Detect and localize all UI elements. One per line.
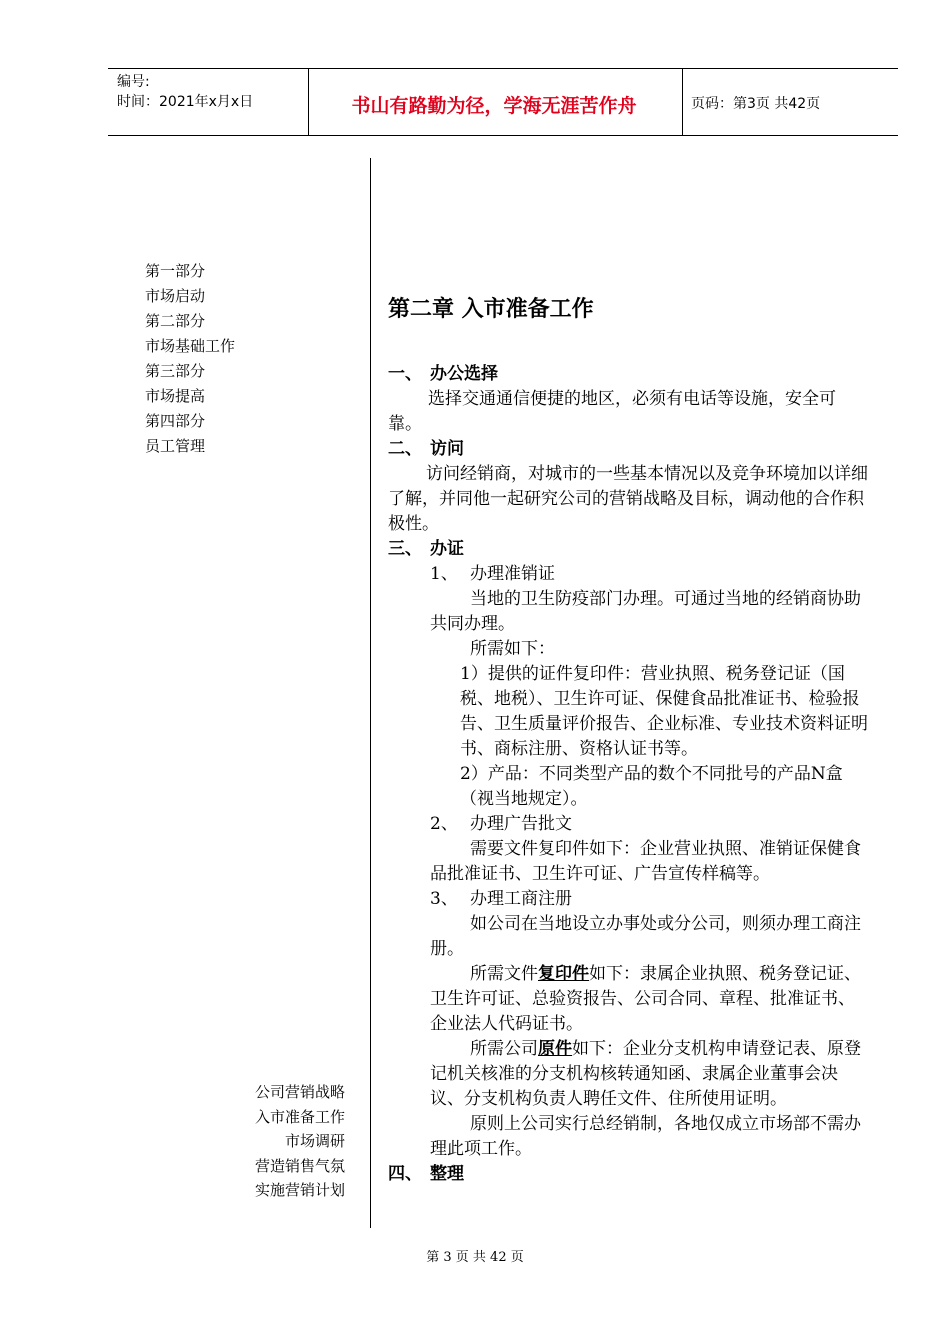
nav-item: 第四部分 (145, 412, 206, 430)
paragraph: 如公司在当地设立办事处或分公司，则须办理工商注册。 (430, 914, 861, 959)
header-divider (682, 69, 683, 135)
item-number: 3、 (430, 889, 458, 909)
nav-item: 入市准备工作 (254, 1107, 345, 1126)
nav-item: 第三部分 (145, 362, 206, 380)
doc-number-label: 编号: (117, 74, 150, 90)
section-heading (388, 1162, 868, 1187)
text-run: 如下：企业分支机构申请登记表、原登记机关核准的分支机构核转通知函、隶属企业董事会决议、分支机构负责人聘任文件、住所使用证明。 (430, 1039, 861, 1109)
page-footer: 第 3 页 共 42 页 (426, 1250, 524, 1265)
header-meta (117, 72, 253, 112)
item-number: 1、 (430, 564, 458, 584)
section-heading (388, 537, 868, 562)
nav-item: 第一部分 (145, 262, 206, 280)
section-title: 办证 (430, 539, 464, 559)
paragraph: 需要文件复印件如下：企业营业执照、准销证保健食品批准证书、卫生许可证、广告宣传样稿等。 (430, 839, 861, 884)
item-title: 办理广告批文 (470, 814, 572, 834)
header-page-info: 页码：第3页 共42页 (691, 96, 821, 112)
side-nav-bottom (200, 1080, 345, 1203)
section-title: 访问 (430, 439, 464, 459)
text-run: 所需文件 (470, 964, 538, 984)
list-item (430, 812, 868, 837)
list-item (430, 562, 868, 587)
nav-item: 公司营销战略 (254, 1083, 345, 1101)
paragraph: 当地的卫生防疫部门办理。可通过当地的经销商协助共同办理。 (430, 589, 861, 634)
column-separator (370, 158, 371, 1228)
paragraph (430, 962, 868, 1037)
sub-item: 1）提供的证件复印件：营业执照、税务登记证（国税、地税）、卫生许可证、保健食品批准证书、检验报告、卫生质量评价报告、企业标准、专业技术资料证明书、商标注册、资格认证书等。 (460, 664, 868, 759)
item-title: 办理准销证 (470, 564, 555, 584)
nav-item: 市场提高 (145, 387, 206, 405)
section-number: 四、 (388, 1164, 422, 1184)
sub-item: 2）产品：不同类型产品的数个不同批号的产品N盒（视当地规定）。 (460, 764, 843, 809)
section-heading (388, 437, 868, 462)
paragraph: 选择交通通信便捷的地区，必须有电话等设施，安全可靠。 (388, 389, 836, 434)
side-nav-top (145, 259, 235, 459)
paragraph: 原则上公司实行总经销制，各地仅成立市场部不需办理此项工作。 (430, 1114, 861, 1159)
section-heading (388, 362, 868, 387)
section-number: 一、 (388, 364, 422, 384)
nav-item: 市场调研 (284, 1132, 345, 1150)
main-content (388, 290, 868, 1187)
header-motto: 书山有路勤为径，学海无涯苦作舟 (351, 95, 637, 117)
nav-item: 第二部分 (145, 312, 206, 330)
nav-item: 员工管理 (145, 437, 206, 455)
page-header (108, 68, 898, 136)
nav-item: 市场基础工作 (145, 337, 236, 355)
text-run: 如下：隶属企业执照、税务登记证、卫生许可证、总验资报告、公司合同、章程、批准证书、企业法人代码证书。 (430, 964, 861, 1034)
item-number: 2、 (430, 814, 458, 834)
section-number: 二、 (388, 439, 422, 459)
doc-time-label: 时间：2021年x月x日 (117, 94, 254, 110)
nav-item: 实施营销计划 (254, 1181, 345, 1199)
nav-item: 营造销售气氛 (254, 1156, 345, 1175)
section-title: 整理 (430, 1164, 464, 1184)
text-run: 所需公司 (470, 1039, 538, 1059)
section-number: 三、 (388, 539, 422, 559)
item-title: 办理工商注册 (470, 889, 572, 909)
nav-item: 市场启动 (145, 287, 206, 305)
list-item (430, 887, 868, 912)
emphasis-original: 原件 (538, 1039, 572, 1059)
section-title: 办公选择 (430, 364, 498, 384)
paragraph: 访问经销商，对城市的一些基本情况以及竞争环境加以详细了解，并同他一起研究公司的营销战略及目标，调动他的合作积极性。 (388, 464, 868, 534)
paragraph (430, 1037, 868, 1112)
chapter-title: 第二章 入市准备工作 (388, 297, 594, 322)
paragraph: 所需如下： (470, 639, 555, 659)
emphasis-copy: 复印件 (538, 964, 589, 984)
